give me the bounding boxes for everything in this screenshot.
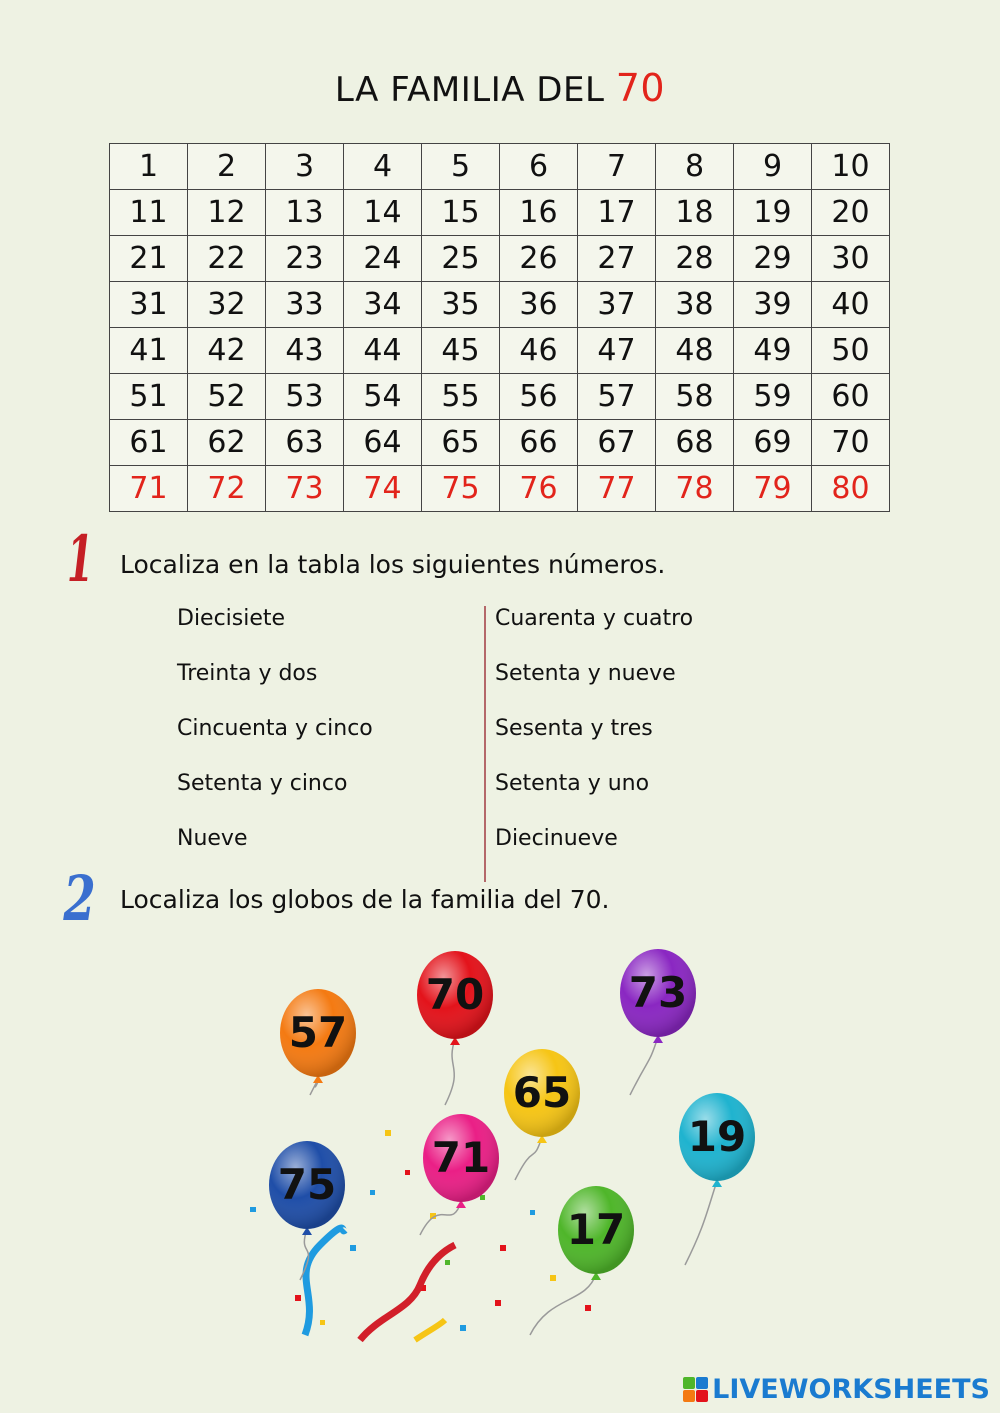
logo-text: LIVEWORKSHEETS xyxy=(712,1374,990,1405)
word-item: Diecinueve xyxy=(495,826,618,851)
grid-cell[interactable]: 66 xyxy=(500,420,578,466)
grid-cell[interactable]: 53 xyxy=(266,374,344,420)
grid-cell[interactable]: 26 xyxy=(500,236,578,282)
grid-cell[interactable]: 69 xyxy=(734,420,812,466)
grid-cell[interactable]: 38 xyxy=(656,282,734,328)
balloon-19[interactable] xyxy=(679,1093,755,1265)
grid-cell[interactable]: 70 xyxy=(812,420,890,466)
grid-cell[interactable]: 79 xyxy=(734,466,812,512)
word-list-left xyxy=(177,606,373,881)
balloon-57[interactable] xyxy=(280,989,356,1095)
grid-cell[interactable]: 17 xyxy=(578,190,656,236)
grid-cell[interactable]: 12 xyxy=(188,190,266,236)
grid-cell[interactable]: 73 xyxy=(266,466,344,512)
grid-cell[interactable]: 59 xyxy=(734,374,812,420)
balloon-string xyxy=(515,1137,542,1180)
balloon-label: 57 xyxy=(288,1008,348,1057)
balloon-label: 65 xyxy=(512,1068,572,1117)
grid-cell[interactable]: 25 xyxy=(422,236,500,282)
grid-cell[interactable]: 8 xyxy=(656,144,734,190)
grid-row xyxy=(110,190,890,236)
grid-cell[interactable]: 6 xyxy=(500,144,578,190)
grid-cell[interactable]: 24 xyxy=(344,236,422,282)
grid-cell[interactable]: 68 xyxy=(656,420,734,466)
balloon-73[interactable] xyxy=(620,949,696,1095)
title-highlight: 70 xyxy=(615,66,666,110)
grid-cell[interactable]: 76 xyxy=(500,466,578,512)
word-item: Sesenta y tres xyxy=(495,716,653,741)
grid-cell[interactable]: 63 xyxy=(266,420,344,466)
grid-cell[interactable]: 36 xyxy=(500,282,578,328)
grid-cell[interactable]: 3 xyxy=(266,144,344,190)
grid-cell[interactable]: 2 xyxy=(188,144,266,190)
balloon-string xyxy=(420,1202,461,1235)
liveworksheets-logo xyxy=(683,1374,990,1405)
grid-cell[interactable]: 65 xyxy=(422,420,500,466)
grid-cell[interactable]: 62 xyxy=(188,420,266,466)
grid-row xyxy=(110,420,890,466)
grid-cell[interactable]: 20 xyxy=(812,190,890,236)
grid-cell[interactable]: 74 xyxy=(344,466,422,512)
logo-badge-icon xyxy=(683,1377,708,1402)
grid-cell[interactable]: 46 xyxy=(500,328,578,374)
word-item: Diecisiete xyxy=(177,606,286,631)
grid-cell[interactable]: 34 xyxy=(344,282,422,328)
grid-cell[interactable]: 43 xyxy=(266,328,344,374)
grid-cell[interactable]: 49 xyxy=(734,328,812,374)
grid-cell[interactable]: 4 xyxy=(344,144,422,190)
grid-cell[interactable]: 55 xyxy=(422,374,500,420)
grid-cell[interactable]: 42 xyxy=(188,328,266,374)
exercise-1-instruction: Localiza en la tabla los siguientes números. xyxy=(120,550,666,579)
grid-cell[interactable]: 1 xyxy=(110,144,188,190)
balloon-string xyxy=(445,1039,455,1105)
grid-cell[interactable]: 57 xyxy=(578,374,656,420)
grid-cell[interactable]: 61 xyxy=(110,420,188,466)
grid-row xyxy=(110,328,890,374)
balloon-65[interactable] xyxy=(504,1049,580,1180)
grid-cell[interactable]: 9 xyxy=(734,144,812,190)
grid-cell[interactable]: 31 xyxy=(110,282,188,328)
grid-cell[interactable]: 7 xyxy=(578,144,656,190)
grid-row xyxy=(110,236,890,282)
grid-cell[interactable]: 56 xyxy=(500,374,578,420)
grid-cell[interactable]: 15 xyxy=(422,190,500,236)
exercise-1-number: 1 xyxy=(66,522,94,597)
word-item: Cuarenta y cuatro xyxy=(495,606,694,631)
balloon-label: 17 xyxy=(566,1205,626,1254)
grid-cell[interactable]: 75 xyxy=(422,466,500,512)
grid-cell[interactable]: 30 xyxy=(812,236,890,282)
word-item: Setenta y uno xyxy=(495,771,650,796)
grid-cell[interactable]: 64 xyxy=(344,420,422,466)
grid-cell[interactable]: 22 xyxy=(188,236,266,282)
grid-cell[interactable]: 48 xyxy=(656,328,734,374)
grid-cell[interactable]: 51 xyxy=(110,374,188,420)
grid-cell[interactable]: 19 xyxy=(734,190,812,236)
grid-cell[interactable]: 13 xyxy=(266,190,344,236)
balloon-label: 19 xyxy=(687,1112,747,1161)
grid-cell[interactable]: 45 xyxy=(422,328,500,374)
grid-cell[interactable]: 78 xyxy=(656,466,734,512)
grid-row xyxy=(110,374,890,420)
grid-cell[interactable]: 52 xyxy=(188,374,266,420)
grid-cell[interactable]: 35 xyxy=(422,282,500,328)
grid-cell[interactable]: 37 xyxy=(578,282,656,328)
grid-cell[interactable]: 39 xyxy=(734,282,812,328)
grid-cell[interactable]: 11 xyxy=(110,190,188,236)
title-text: LA FAMILIA DEL xyxy=(334,70,616,110)
balloons-area xyxy=(230,945,790,1355)
grid-cell[interactable]: 41 xyxy=(110,328,188,374)
balloon-label: 70 xyxy=(425,970,485,1019)
grid-cell[interactable]: 32 xyxy=(188,282,266,328)
page-title xyxy=(0,66,1000,110)
exercise-2-instruction: Localiza los globos de la familia del 70. xyxy=(120,885,610,914)
word-item: Setenta y nueve xyxy=(495,661,676,686)
grid-cell[interactable]: 80 xyxy=(812,466,890,512)
word-list-right xyxy=(495,606,693,881)
grid-cell[interactable]: 29 xyxy=(734,236,812,282)
word-item: Setenta y cinco xyxy=(177,771,348,796)
balloon-string xyxy=(630,1037,658,1095)
column-divider xyxy=(484,606,486,882)
grid-cell[interactable]: 60 xyxy=(812,374,890,420)
grid-cell[interactable]: 77 xyxy=(578,466,656,512)
grid-cell[interactable]: 47 xyxy=(578,328,656,374)
grid-cell[interactable]: 40 xyxy=(812,282,890,328)
grid-row xyxy=(110,282,890,328)
grid-cell[interactable]: 71 xyxy=(110,466,188,512)
grid-cell[interactable]: 58 xyxy=(656,374,734,420)
grid-row xyxy=(110,466,890,512)
grid-cell[interactable]: 5 xyxy=(422,144,500,190)
balloon-string xyxy=(530,1274,596,1335)
grid-cell[interactable]: 23 xyxy=(266,236,344,282)
grid-cell[interactable]: 44 xyxy=(344,328,422,374)
number-grid xyxy=(109,143,890,512)
grid-cell[interactable]: 54 xyxy=(344,374,422,420)
word-item: Nueve xyxy=(177,826,248,851)
grid-cell[interactable]: 21 xyxy=(110,236,188,282)
grid-cell[interactable]: 33 xyxy=(266,282,344,328)
grid-cell[interactable]: 16 xyxy=(500,190,578,236)
balloon-label: 73 xyxy=(628,968,688,1017)
exercise-2-number: 2 xyxy=(63,862,96,935)
grid-row xyxy=(110,144,890,190)
balloon-label: 71 xyxy=(431,1133,491,1182)
word-item: Cincuenta y cinco xyxy=(177,716,373,741)
balloon-70[interactable] xyxy=(417,951,493,1105)
grid-cell[interactable]: 67 xyxy=(578,420,656,466)
grid-cell[interactable]: 28 xyxy=(656,236,734,282)
word-item: Treinta y dos xyxy=(177,661,318,686)
balloon-string xyxy=(685,1181,717,1265)
balloon-label: 75 xyxy=(277,1160,337,1209)
grid-cell[interactable]: 10 xyxy=(812,144,890,190)
grid-cell[interactable]: 27 xyxy=(578,236,656,282)
grid-cell[interactable]: 14 xyxy=(344,190,422,236)
grid-cell[interactable]: 72 xyxy=(188,466,266,512)
grid-cell[interactable]: 18 xyxy=(656,190,734,236)
balloon-17[interactable] xyxy=(530,1186,634,1335)
grid-cell[interactable]: 50 xyxy=(812,328,890,374)
